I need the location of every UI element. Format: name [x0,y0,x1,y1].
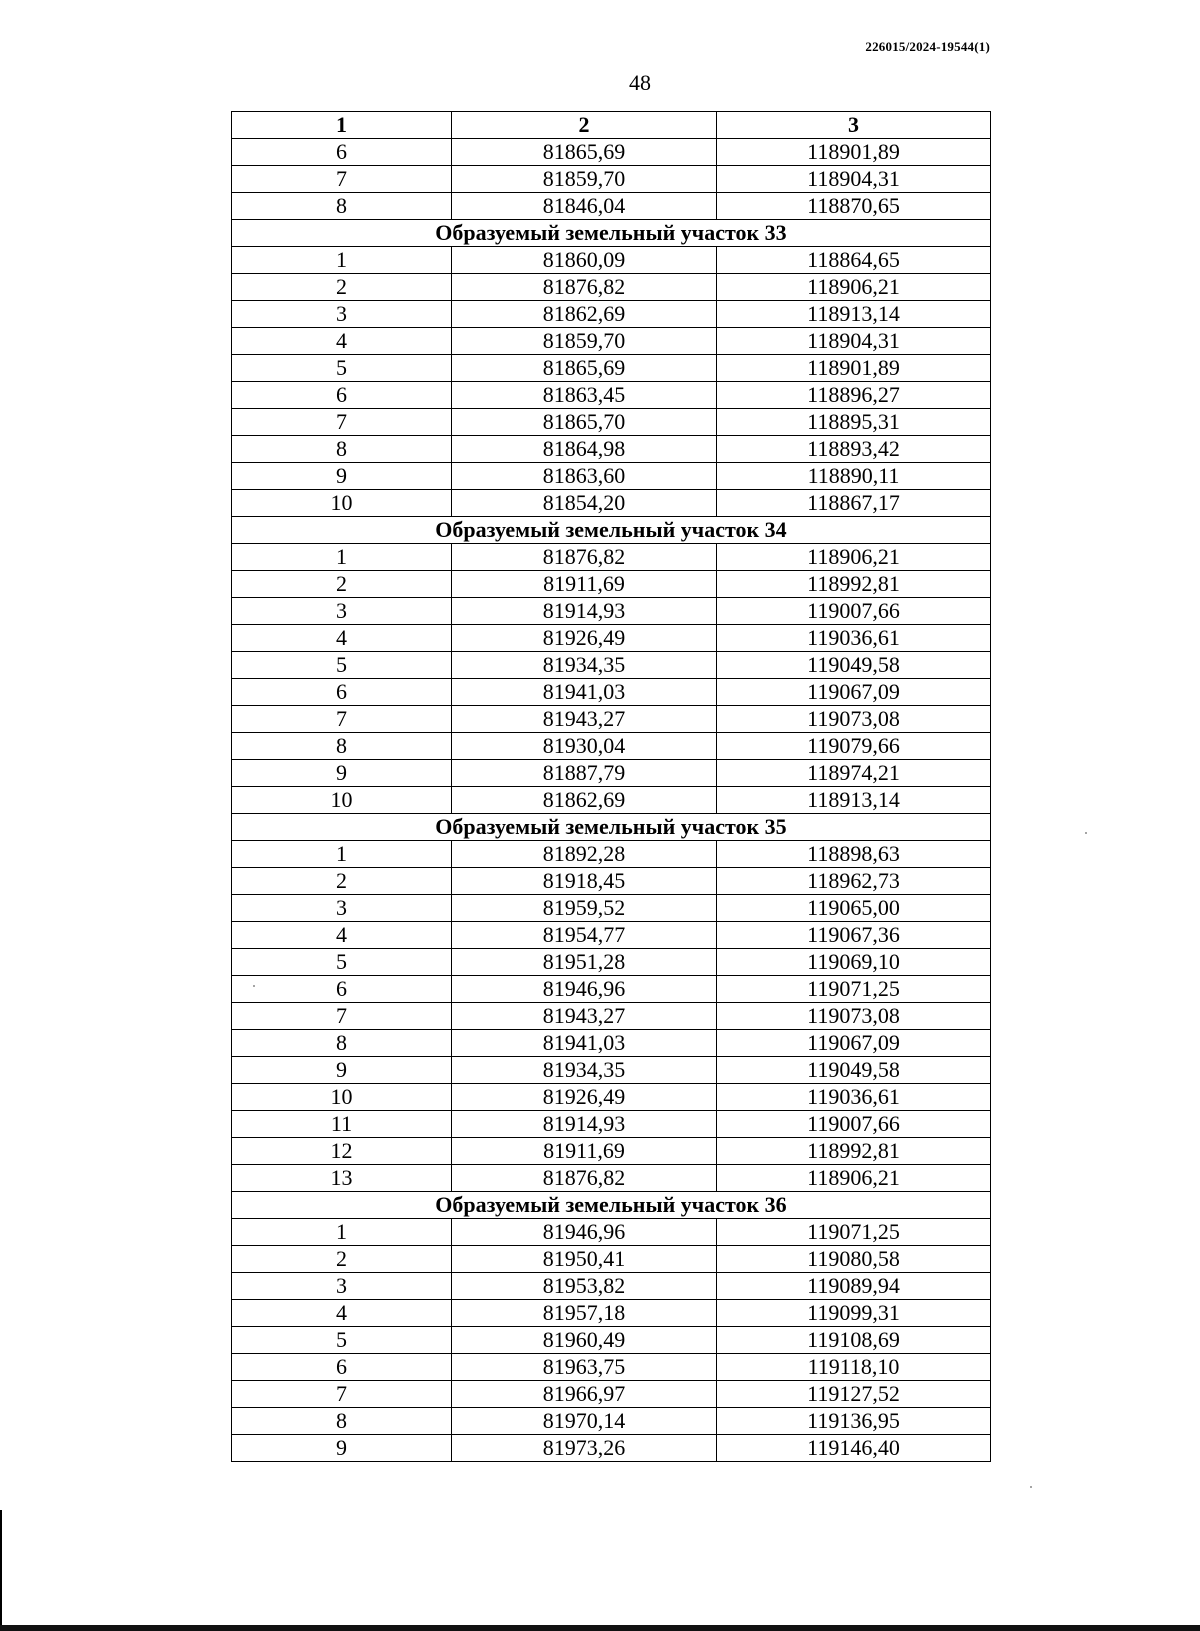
point-number: 1 [232,1219,452,1246]
table-row [232,1273,991,1300]
point-number: 2 [232,571,452,598]
table-row [232,1327,991,1354]
coordinate-x: 81864,98 [452,436,717,463]
coordinate-x: 81887,79 [452,760,717,787]
point-number: 10 [232,490,452,517]
table-header-row [232,112,991,139]
coordinate-y: 119071,25 [717,976,991,1003]
coordinate-x: 81863,60 [452,463,717,490]
point-number: 6 [232,382,452,409]
coordinate-y: 119080,58 [717,1246,991,1273]
table-row [232,328,991,355]
column-header-1: 1 [232,112,452,139]
point-number: 2 [232,274,452,301]
table-row [232,301,991,328]
table-row [232,409,991,436]
point-number: 8 [232,436,452,463]
coordinate-y: 119118,10 [717,1354,991,1381]
coordinate-x: 81876,82 [452,1165,717,1192]
point-number: 12 [232,1138,452,1165]
scan-speck [1030,1486,1032,1488]
coordinate-y: 119146,40 [717,1435,991,1462]
table-row [232,652,991,679]
coordinate-x: 81926,49 [452,625,717,652]
coordinate-y: 119067,09 [717,1030,991,1057]
point-number: 6 [232,1354,452,1381]
table-row [232,706,991,733]
coordinate-x: 81865,69 [452,139,717,166]
point-number: 8 [232,733,452,760]
coordinate-x: 81957,18 [452,1300,717,1327]
coordinate-y: 118864,65 [717,247,991,274]
table-row [232,166,991,193]
point-number: 2 [232,1246,452,1273]
coordinate-x: 81863,45 [452,382,717,409]
point-number: 1 [232,247,452,274]
coordinate-x: 81946,96 [452,1219,717,1246]
coordinate-x: 81963,75 [452,1354,717,1381]
coordinate-y: 118898,63 [717,841,991,868]
coordinate-x: 81943,27 [452,706,717,733]
table-row [232,382,991,409]
coordinate-y: 119067,09 [717,679,991,706]
table-row [232,1219,991,1246]
point-number: 10 [232,787,452,814]
coordinate-y: 118992,81 [717,1138,991,1165]
table-row [232,868,991,895]
coordinate-x: 81876,82 [452,274,717,301]
coordinate-y: 119079,66 [717,733,991,760]
coordinate-x: 81959,52 [452,895,717,922]
coordinate-y: 118890,11 [717,463,991,490]
point-number: 7 [232,1381,452,1408]
coordinate-x: 81970,14 [452,1408,717,1435]
section-title: Образуемый земельный участок 33 [232,220,991,247]
coordinate-y: 119069,10 [717,949,991,976]
coordinate-x: 81846,04 [452,193,717,220]
table-row [232,490,991,517]
table-row [232,760,991,787]
coordinate-y: 119089,94 [717,1273,991,1300]
column-header-2: 2 [452,112,717,139]
document-id: 226015/2024-19544(1) [865,39,990,54]
coordinate-x: 81859,70 [452,328,717,355]
point-number: 9 [232,760,452,787]
point-number: 10 [232,1084,452,1111]
table-row [232,1030,991,1057]
table-row [232,1435,991,1462]
table-row [232,193,991,220]
point-number: 8 [232,193,452,220]
point-number: 7 [232,409,452,436]
point-number: 6 [232,976,452,1003]
coordinate-y: 118906,21 [717,544,991,571]
point-number: 7 [232,706,452,733]
coordinate-y: 119127,52 [717,1381,991,1408]
table-row [232,1003,991,1030]
table-row [232,1057,991,1084]
coordinate-x: 81934,35 [452,1057,717,1084]
coordinate-y: 119007,66 [717,1111,991,1138]
table-row [232,436,991,463]
section-title: Образуемый земельный участок 35 [232,814,991,841]
table-row [232,1111,991,1138]
coordinate-y: 119065,00 [717,895,991,922]
coordinate-y: 118962,73 [717,868,991,895]
coordinate-x: 81859,70 [452,166,717,193]
coordinates-table [231,111,991,1462]
coordinate-y: 118974,21 [717,760,991,787]
table-row [232,247,991,274]
coordinate-x: 81966,97 [452,1381,717,1408]
scan-edge-left [0,1510,2,1631]
coordinate-x: 81918,45 [452,868,717,895]
table-row [232,571,991,598]
coordinate-y: 118901,89 [717,355,991,382]
section-title: Образуемый земельный участок 36 [232,1192,991,1219]
coordinate-x: 81862,69 [452,301,717,328]
scan-edge-bottom [0,1625,1200,1631]
table-row [232,544,991,571]
coordinate-x: 81941,03 [452,1030,717,1057]
point-number: 4 [232,328,452,355]
coordinate-x: 81876,82 [452,544,717,571]
coordinate-y: 119071,25 [717,1219,991,1246]
coordinate-x: 81943,27 [452,1003,717,1030]
coordinate-x: 81914,93 [452,598,717,625]
table-row [232,355,991,382]
coordinate-y: 119049,58 [717,1057,991,1084]
table-row [232,1408,991,1435]
table-row [232,1354,991,1381]
point-number: 9 [232,1057,452,1084]
section-header-row [232,1192,991,1219]
table-row [232,1138,991,1165]
coordinate-x: 81951,28 [452,949,717,976]
point-number: 5 [232,652,452,679]
point-number: 6 [232,139,452,166]
table-row [232,625,991,652]
coordinate-x: 81911,69 [452,571,717,598]
scan-speck [253,985,255,987]
coordinate-x: 81941,03 [452,679,717,706]
coordinate-y: 118992,81 [717,571,991,598]
table-row [232,139,991,166]
table-row [232,895,991,922]
point-number: 11 [232,1111,452,1138]
table-row [232,1300,991,1327]
coordinate-x: 81930,04 [452,733,717,760]
coordinate-y: 118895,31 [717,409,991,436]
table-row [232,1246,991,1273]
point-number: 7 [232,1003,452,1030]
coordinate-y: 119099,31 [717,1300,991,1327]
point-number: 5 [232,355,452,382]
coordinate-y: 118904,31 [717,328,991,355]
coordinate-y: 118896,27 [717,382,991,409]
coordinate-x: 81860,09 [452,247,717,274]
point-number: 1 [232,544,452,571]
section-title: Образуемый земельный участок 34 [232,517,991,544]
table-row [232,949,991,976]
table-row [232,976,991,1003]
coordinate-x: 81914,93 [452,1111,717,1138]
point-number: 8 [232,1408,452,1435]
coordinate-x: 81854,20 [452,490,717,517]
section-header-row [232,220,991,247]
coordinate-y: 118906,21 [717,274,991,301]
table-row [232,598,991,625]
table-row [232,274,991,301]
coordinate-y: 119073,08 [717,706,991,733]
coordinate-x: 81911,69 [452,1138,717,1165]
coordinate-x: 81865,70 [452,409,717,436]
column-header-3: 3 [717,112,991,139]
coordinate-x: 81973,26 [452,1435,717,1462]
coordinate-y: 119136,95 [717,1408,991,1435]
table-row [232,1165,991,1192]
section-header-row [232,517,991,544]
coordinate-y: 119108,69 [717,1327,991,1354]
coordinate-y: 118906,21 [717,1165,991,1192]
table-row [232,922,991,949]
table-row [232,1381,991,1408]
coordinate-y: 119007,66 [717,598,991,625]
coordinate-y: 118893,42 [717,436,991,463]
coordinate-x: 81960,49 [452,1327,717,1354]
point-number: 7 [232,166,452,193]
coordinate-y: 119036,61 [717,1084,991,1111]
point-number: 4 [232,922,452,949]
section-header-row [232,814,991,841]
coordinate-y: 119049,58 [717,652,991,679]
table-row [232,1084,991,1111]
table-row [232,733,991,760]
coordinate-x: 81862,69 [452,787,717,814]
coordinate-x: 81953,82 [452,1273,717,1300]
table-body [232,139,991,1462]
coordinate-y: 118901,89 [717,139,991,166]
point-number: 9 [232,463,452,490]
table-row [232,841,991,868]
point-number: 9 [232,1435,452,1462]
point-number: 2 [232,868,452,895]
coordinate-x: 81926,49 [452,1084,717,1111]
coordinate-y: 118913,14 [717,787,991,814]
coordinate-x: 81865,69 [452,355,717,382]
point-number: 4 [232,1300,452,1327]
coordinate-y: 119073,08 [717,1003,991,1030]
coordinate-y: 118904,31 [717,166,991,193]
point-number: 4 [232,625,452,652]
point-number: 8 [232,1030,452,1057]
table-row [232,463,991,490]
page-number: 48 [629,70,651,95]
point-number: 5 [232,1327,452,1354]
point-number: 3 [232,895,452,922]
coordinate-x: 81946,96 [452,976,717,1003]
point-number: 3 [232,1273,452,1300]
point-number: 13 [232,1165,452,1192]
coordinate-y: 119067,36 [717,922,991,949]
point-number: 3 [232,598,452,625]
coordinate-x: 81892,28 [452,841,717,868]
coordinate-x: 81950,41 [452,1246,717,1273]
coordinate-y: 118913,14 [717,301,991,328]
point-number: 3 [232,301,452,328]
coordinate-y: 119036,61 [717,625,991,652]
scan-speck [1085,832,1087,834]
coordinate-x: 81934,35 [452,652,717,679]
point-number: 5 [232,949,452,976]
table-row [232,787,991,814]
coordinate-y: 118870,65 [717,193,991,220]
point-number: 6 [232,679,452,706]
coordinate-y: 118867,17 [717,490,991,517]
coordinate-x: 81954,77 [452,922,717,949]
point-number: 1 [232,841,452,868]
table-row [232,679,991,706]
